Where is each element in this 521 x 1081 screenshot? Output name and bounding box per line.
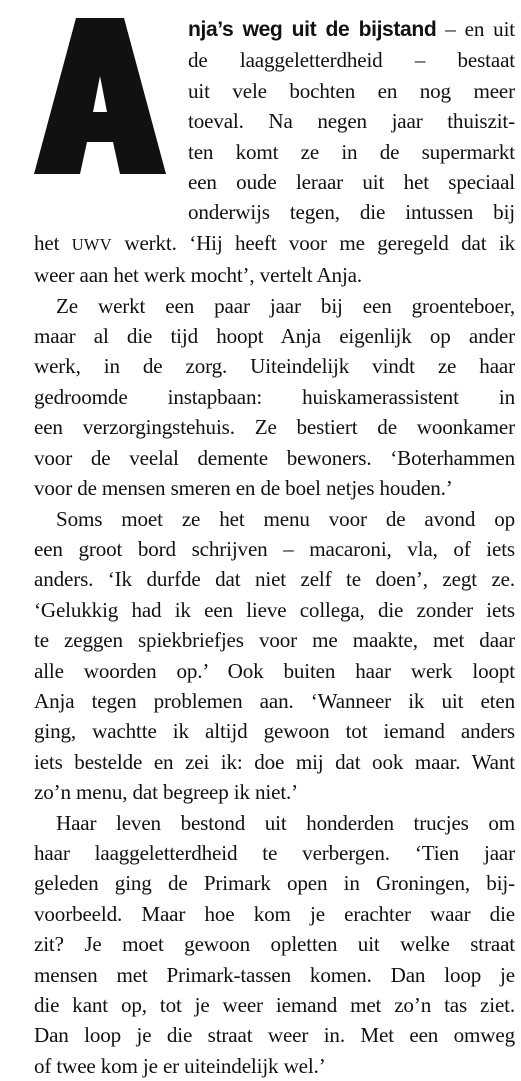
paragraph-1-line-7: onderwijs tegen, die intussen bij [188,200,515,225]
paragraph-2-line: een verzorgingstehuis. Ze bestiert de woonkamer [34,415,515,440]
paragraph-3-line: anders. ‘Ik durfde dat niet zelf te doen’, zegt ze. [34,567,515,592]
paragraph-1-line-4: toeval. Na negen jaar thuiszit- [188,109,515,134]
paragraph-1-line-9: weer aan het werk mocht’, vertelt Anja. [34,263,362,288]
paragraph-4-line: Haar leven bestond uit honderden trucjes om [56,810,515,835]
paragraph-1-line-6: een oude leraar uit het speciaal [188,170,515,195]
lead-in: nja’s weg uit de bijstand [188,18,437,41]
paragraph-3-line: ging, wachtte ik altijd gewoon tot iemand anders [34,719,515,744]
paragraph-3-line: ‘Gelukkig had ik een lieve collega, die zonder iets [34,597,515,622]
paragraph-3-line: iets bestelde en zei ik: doe mij dat ook maar. Want [34,749,515,774]
paragraph-4-line: geleden ging de Primark open in Groningen, bij- [34,871,515,896]
paragraph-2-line: gedroomde instapbaan: huiskamerassistent in [34,384,515,409]
paragraph-3-line: Anja tegen problemen aan. ‘Wanneer ik uit eten [34,688,515,713]
paragraph-4-line: zit? Je moet gewoon opletten uit welke straat [34,932,515,957]
paragraph-2-line: Ze werkt een paar jaar bij een groenteboer, [56,293,515,318]
paragraph-2-line: voor de veelal demente bewoners. ‘Boterhammen [34,445,515,470]
paragraph-4-line: of twee kom je er uiteindelijk wel.’ [34,1053,326,1078]
paragraph-3-line: te zeggen spiekbriefjes voor me maakte, met daar [34,628,515,653]
paragraph-1-line-1: nja’s weg uit de bijstand – en uit [188,17,515,41]
paragraph-3-line: zo’n menu, dat begreep ik niet.’ [34,780,299,805]
paragraph-1-line-8: het UWV werkt. ‘Hij heeft voor me geregeld dat ik [34,230,515,255]
svg-text:A: A [99,167,101,169]
paragraph-4-line: haar laaggeletterdheid te verbergen. ‘Tien jaar [34,840,515,865]
paragraph-2-line: maar al die tijd hoopt Anja eigenlijk op ander [34,324,515,349]
uwv-abbreviation: UWV [71,234,112,254]
paragraph-3-line: alle woorden op.’ Ook buiten haar werk loopt [34,658,515,683]
paragraph-4-line: voorbeeld. Maar hoe kom je erachter waar die [34,901,515,926]
paragraph-4-line: die kant op, tot je weer iemand met zo’n tas ziet. [34,993,515,1017]
paragraph-4-line: Dan loop je die straat weer in. Met een omweg [34,1023,515,1048]
paragraph-1-line-3: uit vele bochten en nog meer [188,78,515,103]
paragraph-3-line: een groot bord schrijven – macaroni, vla, of iets [34,536,515,561]
paragraph-3-line: Soms moet ze het menu voor de avond op [56,506,515,531]
paragraph-1-line-2: de laaggeletterdheid – bestaat [188,48,515,73]
paragraph-1-line-5: ten komt ze in de supermarkt [188,139,515,164]
paragraph-4-line: mensen met Primark-tassen komen. Dan loop je [34,962,515,987]
paragraph-2-line: voor de mensen smeren en de boel netjes houden.’ [34,476,453,501]
paragraph-2-line: werk, in de zorg. Uiteindelijk vindt ze haar [34,354,515,379]
drop-cap [34,18,166,174]
